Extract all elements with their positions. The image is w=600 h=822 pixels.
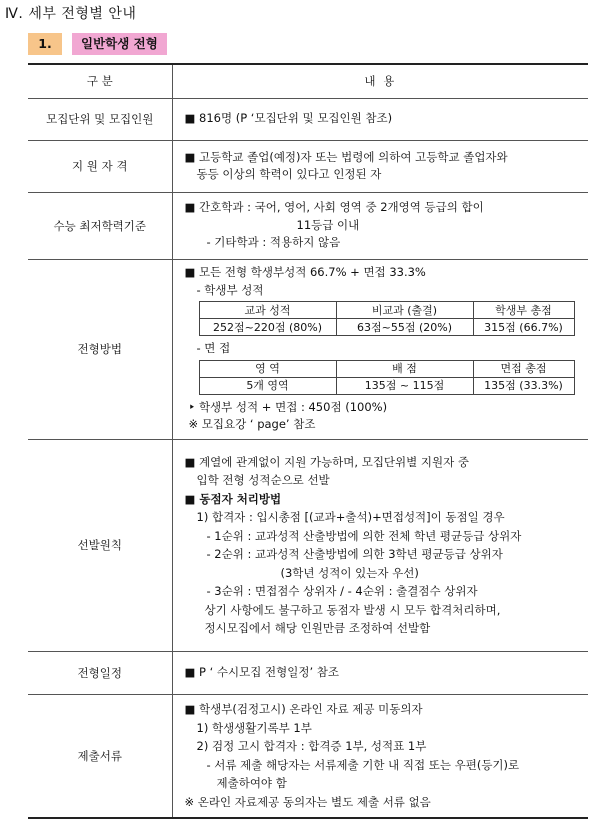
sub-value-cell: 135점 (33.3%): [473, 377, 574, 394]
content-line: ■ 간호학과 : 국어, 영어, 사회 영역 중 2개영역 등급의 합이: [184, 200, 484, 215]
row-content: [172, 140, 588, 192]
content-line: 동등 이상의 학력이 있다고 인정된 자: [196, 167, 382, 181]
row-content: [172, 192, 588, 259]
content-line: ■ P ‘ 수시모집 전형일정’ 참조: [184, 664, 339, 679]
content-line: 11등급 이내: [296, 217, 360, 232]
table-row: [28, 651, 588, 694]
sub-header-cell: 학생부 총점: [473, 302, 574, 319]
admission-info-table: [28, 63, 588, 819]
row-label: 선발원칙: [28, 439, 172, 651]
content-line: 1) 합격자 : 입시총점 [(교과+출석)+면접성적]이 동점일 경우: [196, 510, 505, 524]
content-line: - 기타학과 : 적용하지 않음: [206, 235, 341, 250]
content-line: ■ 816명 (P ‘모집단위 및 모집인원 참조): [184, 111, 393, 126]
row-label: 수능 최저학력기준: [28, 192, 172, 259]
student-record-score-table: [199, 301, 575, 336]
content-line: - 면 접: [196, 341, 231, 356]
row-content: [172, 259, 588, 439]
table-row: [28, 192, 588, 259]
content-line: 2) 검정 고시 합격자 : 합격증 1부, 성적표 1부: [196, 739, 427, 754]
header-content: 내 용: [172, 64, 588, 98]
row-content: [172, 651, 588, 694]
row-label: 전형방법: [28, 259, 172, 439]
sub-header-cell: 교과 성적: [199, 302, 336, 319]
content-line: - 3순위 : 면접점수 상위자 / - 4순위 : 출결점수 상위자: [206, 584, 478, 598]
table-row: [28, 694, 588, 818]
sub-header-cell: 면접 총점: [473, 360, 574, 377]
row-label: 지 원 자 격: [28, 140, 172, 192]
interview-score-table: [199, 360, 575, 395]
content-line: ■ 모든 전형 학생부성적 66.7% + 면접 33.3%: [184, 265, 426, 280]
content-line: ■ 고등학교 졸업(예정)자 또는 법령에 의하여 고등학교 졸업자와: [184, 149, 508, 164]
content-line: (3학년 성적이 있는자 우선): [280, 565, 419, 580]
sub-value-cell: 135점 ~ 115점: [336, 377, 473, 394]
table-row: [28, 98, 588, 140]
content-line: 상기 사항에도 불구하고 동점자 발생 시 모두 합격처리하며,: [204, 602, 501, 617]
table-row: [28, 259, 588, 439]
content-line: ■ 동점자 처리방법: [184, 491, 282, 506]
table-header-row: [28, 64, 588, 98]
row-content: [172, 439, 588, 651]
sub-header-cell: 영 역: [199, 360, 336, 377]
sub-header-cell: 비교과 (출결): [336, 302, 473, 319]
subsection-title: 일반학생 전형: [72, 33, 167, 55]
row-content: [172, 98, 588, 140]
row-label: 모집단위 및 모집인원: [28, 98, 172, 140]
content-line: 제출하여야 함: [216, 776, 287, 791]
content-line: 입학 전형 성적순으로 선발: [196, 473, 330, 487]
content-line: - 학생부 성적: [196, 282, 264, 297]
subsection-header: [28, 33, 167, 55]
sub-header-cell: 배 점: [336, 360, 473, 377]
content-line: ‣ 학생부 성적 + 면접 : 450점 (100%): [188, 399, 388, 414]
table-row: [28, 439, 588, 651]
sub-value-cell: 63점~55점 (20%): [336, 319, 473, 336]
content-line: - 서류 제출 해당자는 서류제출 기한 내 직접 또는 우편(등기)로: [206, 757, 520, 772]
content-line: 1) 학생생활기록부 1부: [196, 720, 312, 735]
sub-value-cell: 252점~220점 (80%): [199, 319, 336, 336]
row-label: 제출서류: [28, 694, 172, 818]
content-line: - 1순위 : 교과성적 산출방법에 의한 전체 학년 평균등급 상위자: [206, 528, 522, 543]
content-line: ※ 모집요강 ‘ page’ 참조: [188, 417, 316, 432]
content-line: - 2순위 : 교과성적 산출방법에 의한 3학년 평균등급 상위자: [206, 547, 503, 561]
content-line: ■ 학생부(검정고시) 온라인 자료 제공 미동의자: [184, 702, 423, 717]
row-content: [172, 694, 588, 818]
content-line: 정시모집에서 해당 인원만큼 조정하여 선발함: [204, 621, 431, 635]
table-row: [28, 140, 588, 192]
section-title: Ⅳ. 세부 전형별 안내: [5, 6, 137, 22]
header-label: 구 분: [28, 64, 172, 98]
sub-value-cell: 5개 영역: [199, 377, 336, 394]
content-line: ※ 온라인 자료제공 동의자는 별도 제출 서류 없음: [184, 794, 431, 809]
content-line: ■ 계열에 관계없이 지원 가능하며, 모집단위별 지원자 중: [184, 454, 470, 469]
subsection-number: 1.: [28, 33, 62, 55]
row-label: 전형일정: [28, 651, 172, 694]
sub-value-cell: 315점 (66.7%): [473, 319, 574, 336]
